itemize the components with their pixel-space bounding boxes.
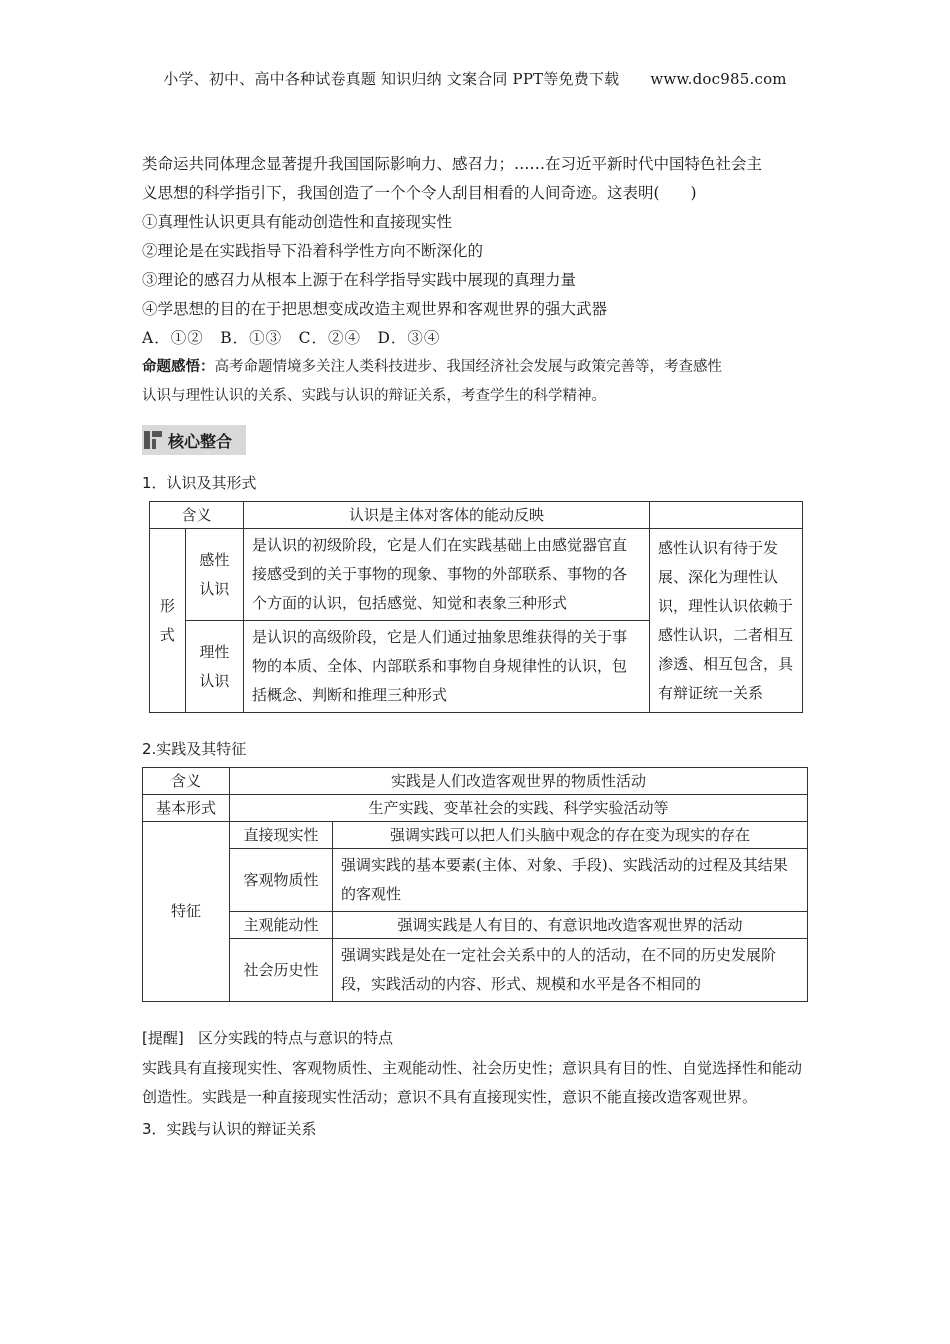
question-stem-line1: 类命运共同体理念显著提升我国国际影响力、感召力；……在习近平新时代中国特色社会主 — [142, 155, 763, 173]
banner-box — [142, 425, 246, 455]
t2-meaning-value: 实践是人们改造客观世界的物质性活动 — [230, 768, 808, 795]
question-item-3: ③理论的感召力从根本上源于在科学指导实践中展现的真理力量 — [142, 271, 577, 289]
t2-feature-name: 直接现实性 — [230, 822, 333, 849]
insight-label: 命题感悟： — [142, 359, 215, 375]
t2-basic-label: 基本形式 — [143, 795, 230, 822]
t1-empty-cell — [650, 502, 803, 529]
t2-feature-desc: 强调实践是处在一定社会关系中的人的活动，在不同的历史发展阶段，实践活动的内容、形式、规模和水平是各不相同的 — [333, 939, 808, 1002]
section1-title: 1．认识及其形式 — [142, 474, 257, 492]
header-url[interactable]: www.doc985.com — [650, 70, 787, 88]
t2-feature-name: 主观能动性 — [230, 912, 333, 939]
question-item-4: ④学思想的目的在于把思想变成改造主观世界和客观世界的强大武器 — [142, 300, 608, 318]
tip-heading — [142, 1026, 810, 1050]
t2-feature-desc: 强调实践可以把人们头脑中观念的存在变为现实的存在 — [333, 822, 808, 849]
banner-block-icon — [144, 431, 162, 449]
insight-text-1: 高考命题情境多关注人类科技进步、我国经济社会发展与政策完善等，考查感性 — [214, 359, 722, 375]
t1-perceptual-desc: 是认识的初级阶段，它是人们在实践基础上由感觉器官直接感受到的关于事物的现象、事物的外部联系、事物的各个方面的认识，包括感觉、知觉和表象三种形式 — [244, 529, 650, 621]
insight-line1 — [142, 353, 810, 382]
practice-table — [142, 767, 808, 1002]
t1-meaning-value: 认识是主体对客体的能动反映 — [244, 502, 650, 529]
cognition-table — [149, 501, 803, 713]
t2-basic-value: 生产实践、变革社会的实践、科学实验活动等 — [230, 795, 808, 822]
section-banner — [142, 425, 810, 455]
t1-meaning-label: 含义 — [150, 502, 244, 529]
t2-feature-desc: 强调实践是人有目的、有意识地改造客观世界的活动 — [333, 912, 808, 939]
t2-features-label: 特征 — [143, 822, 230, 1002]
header-text: 小学、初中、高中各种试卷真题 知识归纳 文案合同 PPT等免费下载 — [163, 70, 620, 88]
tip-body: 实践具有直接现实性、客观物质性、主观能动性、社会历史性；意识具有目的性、自觉选择性和能动创造性。实践是一种直接现实性活动；意识不具有直接现实性，意识不能直接改造客观世界。 — [142, 1059, 803, 1106]
tip-title: 区分实践的特点与意识的特点 — [198, 1029, 394, 1047]
tip-label: [提醒] — [142, 1029, 184, 1047]
t1-perceptual-label: 感性 认识 — [185, 529, 243, 621]
question-item-1: ①真理性认识更具有能动创造性和直接现实性 — [142, 213, 453, 231]
page-content — [142, 150, 810, 1142]
question-options: A．①② B．①③ C．②④ D．③④ — [142, 329, 441, 347]
t2-feature-name: 客观物质性 — [230, 849, 333, 912]
question-item-2: ②理论是在实践指导下沿着科学性方向不断深化的 — [142, 242, 484, 260]
section3-title: 3．实践与认识的辩证关系 — [142, 1120, 317, 1138]
t1-forms-label: 形 式 — [150, 529, 186, 713]
section2-title: 2.实践及其特征 — [142, 740, 247, 758]
insight-block — [142, 353, 810, 411]
question-stem-line2: 义思想的科学指引下，我国创造了一个个令人刮目相看的人间奇迹。这表明( ) — [142, 184, 697, 202]
t1-rational-label: 理性 认识 — [185, 621, 243, 713]
insight-line2: 认识与理性认识的关系、实践与认识的辩证关系，考查学生的科学精神。 — [142, 388, 606, 404]
t2-feature-name: 社会历史性 — [230, 939, 333, 1002]
question-block — [142, 150, 810, 353]
t1-rational-desc: 是认识的高级阶段，它是人们通过抽象思维获得的关于事物的本质、全体、内部联系和事物自身规律性的认识，包括概念、判断和推理三种形式 — [244, 621, 650, 713]
banner-title: 核心整合 — [168, 431, 233, 451]
t1-relation-desc: 感性认识有待于发展、深化为理性认识，理性认识依赖于感性认识，二者相互渗透、相互包含，具有辩证统一关系 — [650, 529, 803, 713]
t2-meaning-label: 含义 — [143, 768, 230, 795]
t2-feature-desc: 强调实践的基本要素(主体、对象、手段)、实践活动的过程及其结果的客观性 — [333, 849, 808, 912]
page-header — [0, 68, 950, 89]
